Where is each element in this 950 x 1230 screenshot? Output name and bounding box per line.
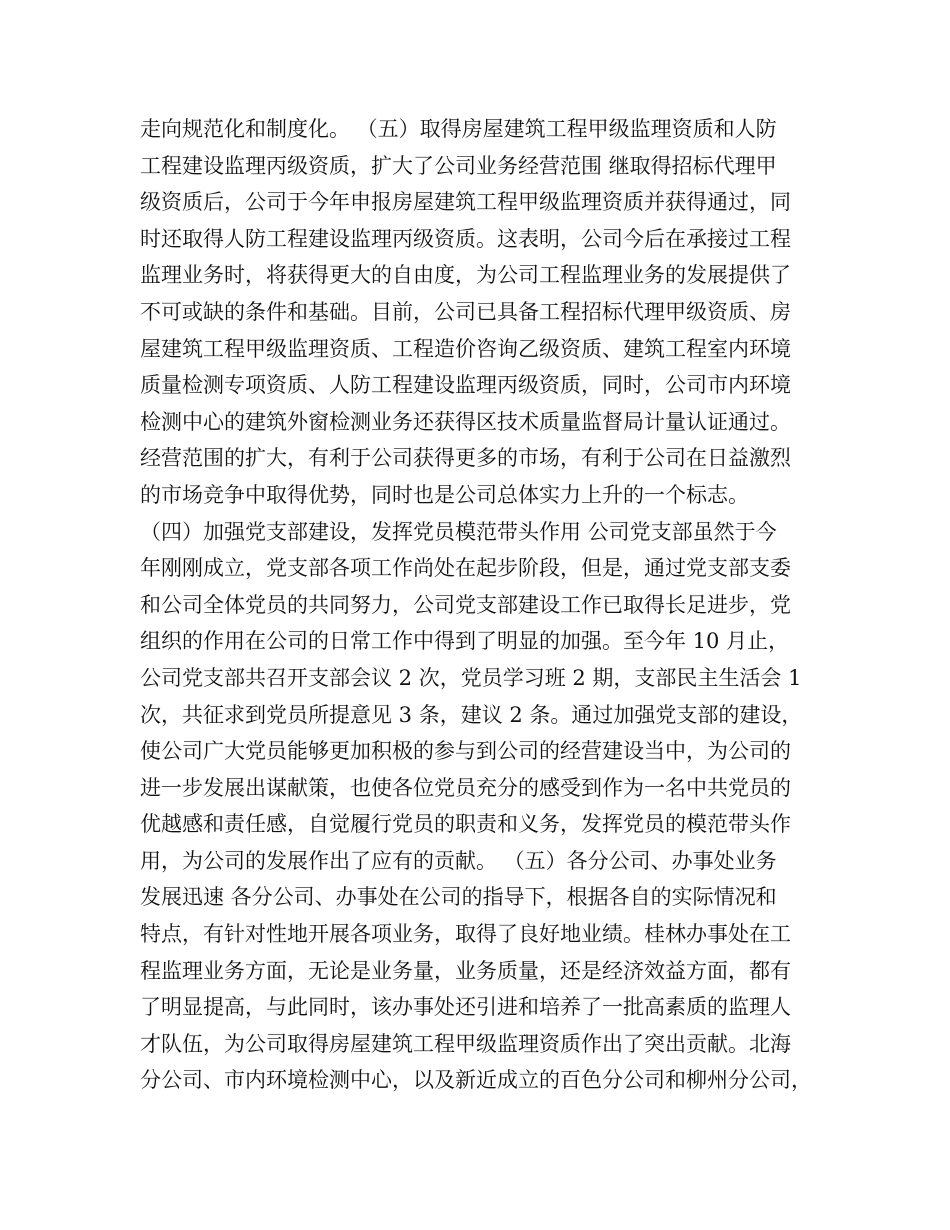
text-line: （四）加强党支部建设，发挥党员模范带头作用 公司党支部虽然于今 — [140, 519, 777, 544]
text-line: 公司党支部共召开支部会议 2 次，党员学习班 2 期，支部民主生活会 1 — [140, 665, 802, 690]
text-line: 组织的作用在公司的日常工作中得到了明显的加强。至今年 10 月止， — [140, 629, 790, 654]
text-line: 次，共征求到党员所提意见 3 条，建议 2 条。通过加强党支部的建设， — [140, 702, 803, 727]
text-line: 和公司全体党员的共同努力，公司党支部建设工作已取得长足进步，党 — [140, 592, 791, 617]
text-line: 走向规范化和制度化。 （五）取得房屋建筑工程甲级监理资质和人防 — [140, 117, 777, 141]
text-line: 屋建筑工程甲级监理资质、工程造价咨询乙级资质、建筑工程室内环境 — [140, 336, 791, 361]
text-line: 了明显提高，与此同时，该办事处还引进和培养了一批高素质的监理人 — [140, 995, 791, 1020]
text-line: 分公司、市内环境检测中心，以及新近成立的百色分公司和柳州分公司， — [140, 1068, 812, 1093]
text-line: 质量检测专项资质、人防工程建设监理丙级资质，同时，公司市内环境 — [140, 373, 791, 398]
text-line: 特点，有针对性地开展各项业务，取得了良好地业绩。桂林办事处在工 — [140, 922, 791, 947]
text-line: 发展迅速 各分公司、办事处在公司的指导下，根据各自的实际情况和 — [140, 885, 777, 910]
text-line: 级资质后，公司于今年申报房屋建筑工程甲级监理资质并获得通过，同 — [140, 190, 791, 215]
text-line: 经营范围的扩大，有利于公司获得更多的市场，有利于公司在日益激烈 — [140, 446, 791, 471]
text-line: 监理业务时，将获得更大的自由度，为公司工程监理业务的发展提供了 — [140, 263, 791, 288]
text-line: 使公司广大党员能够更加积极的参与到公司的经营建设当中，为公司的 — [140, 739, 791, 764]
text-line: 时还取得人防工程建设监理丙级资质。这表明，公司今后在承接过工程 — [140, 226, 791, 251]
text-line: 优越感和责任感，自觉履行党员的职责和义务，发挥党员的模范带头作 — [140, 812, 791, 837]
text-line: 的市场竞争中取得优势，同时也是公司总体实力上升的一个标志。 — [140, 482, 749, 507]
text-line: 不可或缺的条件和基础。目前，公司已具备工程招标代理甲级资质、房 — [140, 299, 791, 324]
text-line: 检测中心的建筑外窗检测业务还获得区技术质量监督局计量认证通过。 — [140, 409, 791, 434]
text-line: 进一步发展出谋献策，也使各位党员充分的感受到作为一名中共党员的 — [140, 775, 791, 800]
text-line: 用，为公司的发展作出了应有的贡献。 （五）各分公司、办事处业务 — [140, 848, 777, 873]
body-text — [140, 111, 830, 1099]
text-line: 程监理业务方面，无论是业务量，业务质量，还是经济效益方面，都有 — [140, 958, 791, 983]
text-line: 才队伍，为公司取得房屋建筑工程甲级监理资质作出了突出贡献。北海 — [140, 1031, 791, 1056]
text-line: 工程建设监理丙级资质，扩大了公司业务经营范围 继取得招标代理甲 — [140, 153, 777, 178]
text-line: 年刚刚成立，党支部各项工作尚处在起步阶段，但是，通过党支部支委 — [140, 556, 791, 581]
